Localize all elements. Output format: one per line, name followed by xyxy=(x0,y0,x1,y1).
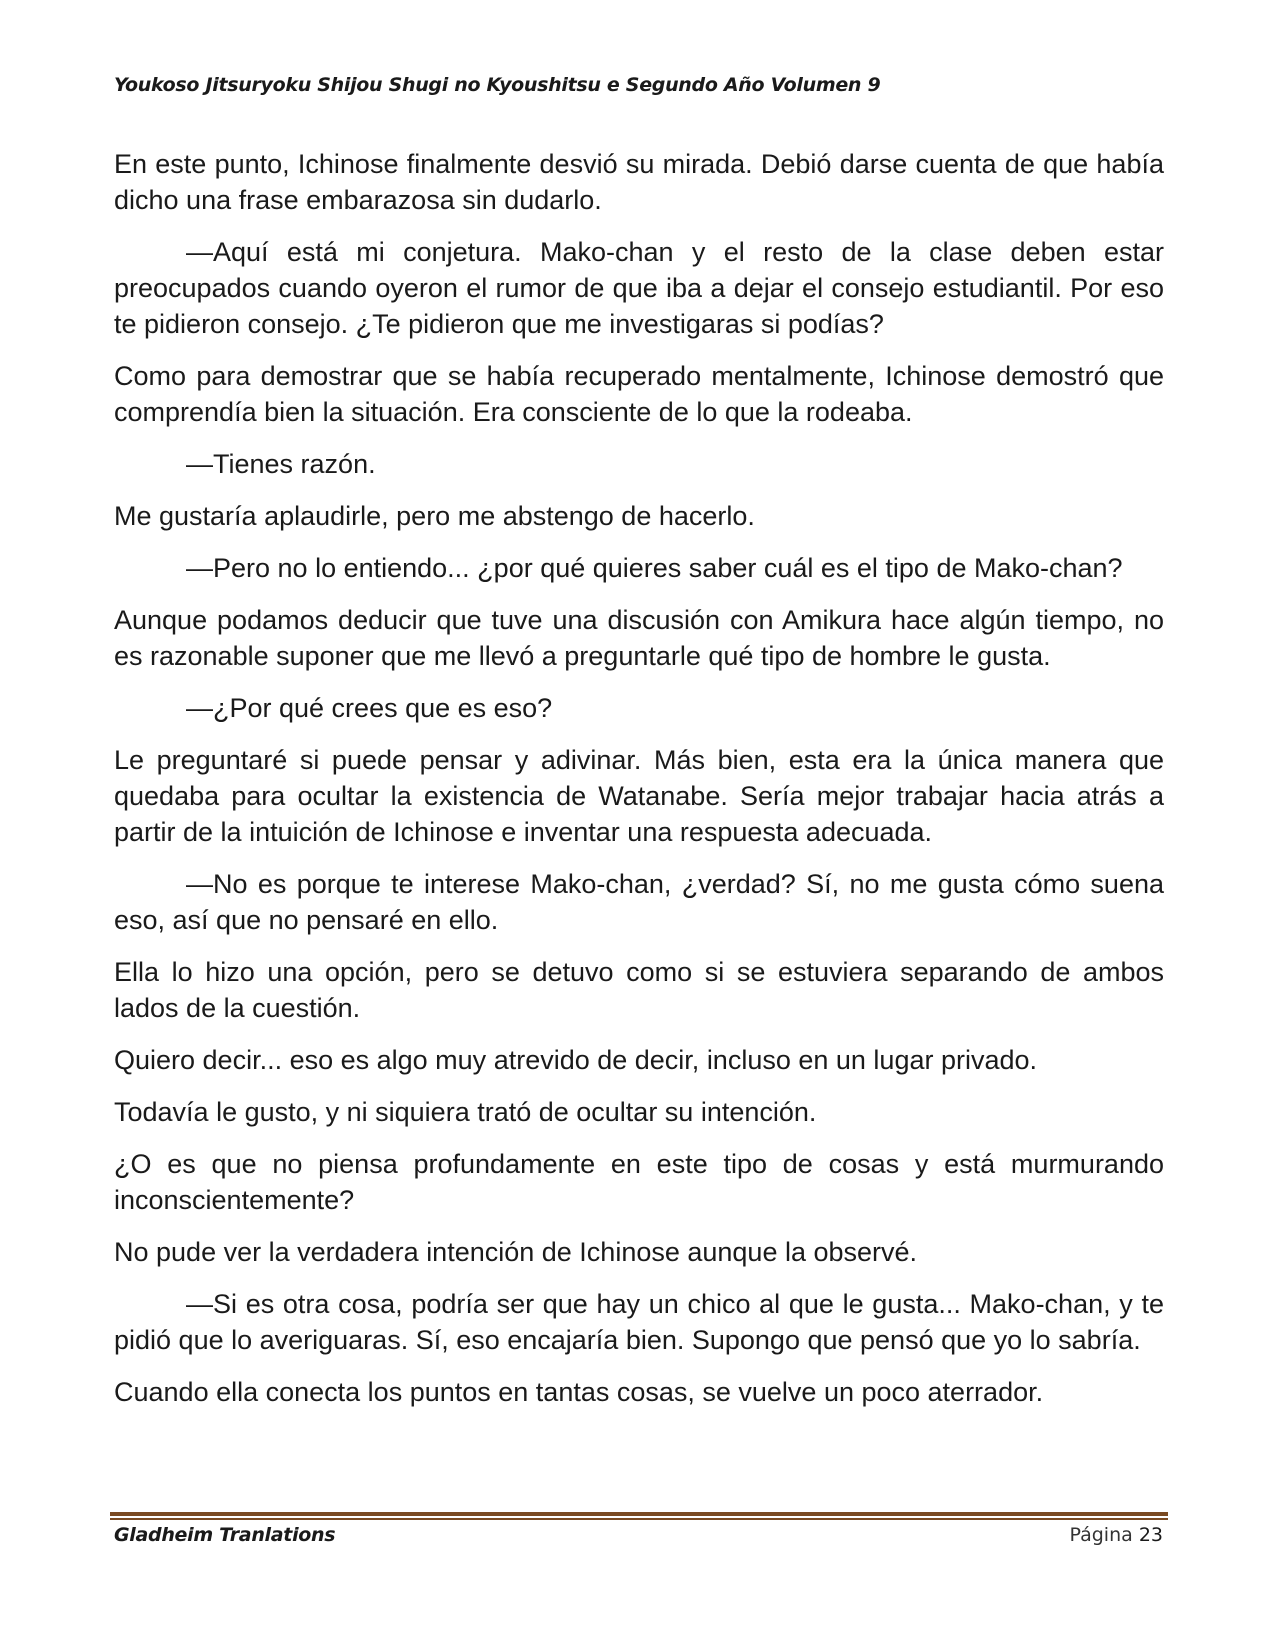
paragraph: No pude ver la verdadera intención de Ichinose aunque la observé. xyxy=(114,1237,918,1267)
paragraph: Todavía le gusto, y ni siquiera trató de ocultar su intención. xyxy=(114,1097,817,1127)
footer-divider-thick xyxy=(110,1512,1168,1516)
page-label: Página xyxy=(1069,1524,1133,1546)
dialogue-paragraph: —Tienes razón. xyxy=(186,449,376,479)
paragraph: Como para demostrar que se había recuperado mentalmente, Ichinose demostró que comprendía bien la situación. Era consciente de lo que la rodeaba. xyxy=(114,361,1164,427)
paragraph: Me gustaría aplaudirle, pero me abstengo de hacerlo. xyxy=(114,501,755,531)
dialogue-paragraph: —¿Por qué crees que es eso? xyxy=(186,693,553,723)
dialogue-paragraph: —Pero no lo entiendo... ¿por qué quieres saber cuál es el tipo de Mako-chan? xyxy=(186,553,1123,583)
paragraph: En este punto, Ichinose finalmente desvió su mirada. Debió darse cuenta de que había dicho una frase embarazosa sin dudarlo. xyxy=(114,149,1164,215)
dialogue-paragraph: —Si es otra cosa, podría ser que hay un chico al que le gusta... Mako-chan, y te pidió que lo averiguaras. Sí, eso encajaría bien. Supongo que pensó que yo lo sabría. xyxy=(114,1289,1164,1355)
body-text xyxy=(114,146,1164,1426)
paragraph: Ella lo hizo una opción, pero se detuvo como si se estuviera separando de ambos lados de la cuestión. xyxy=(114,957,1164,1023)
footer-divider-thin xyxy=(110,1518,1168,1520)
page-number-block xyxy=(1069,1524,1163,1546)
paragraph: Aunque podamos deducir que tuve una discusión con Amikura hace algún tiempo, no es razonable suponer que me llevó a preguntarle qué tipo de hombre le gusta. xyxy=(114,605,1164,671)
page-number: 23 xyxy=(1138,1524,1163,1546)
paragraph: Le preguntaré si puede pensar y adivinar. Más bien, esta era la única manera que quedaba para ocultar la existencia de Watanabe. Sería mejor trabajar hacia atrás a partir de la intuición de Ichinose e inventar una respuesta adecuada. xyxy=(114,745,1164,847)
paragraph: Cuando ella conecta los puntos en tantas cosas, se vuelve un poco aterrador. xyxy=(114,1377,1044,1407)
dialogue-paragraph: —No es porque te interese Mako-chan, ¿verdad? Sí, no me gusta cómo suena eso, así que no pensaré en ello. xyxy=(114,869,1164,935)
paragraph: ¿O es que no piensa profundamente en este tipo de cosas y está murmurando inconscientemente? xyxy=(114,1149,1164,1215)
dialogue-paragraph: —Aquí está mi conjetura. Mako-chan y el resto de la clase deben estar preocupados cuando oyeron el rumor de que iba a dejar el consejo estudiantil. Por eso te pidieron consejo. ¿Te pidieron que me investigaras si podías? xyxy=(114,237,1164,339)
running-header: Youkoso Jitsuryoku Shijou Shugi no Kyoushitsu e Segundo Año Volumen 9 xyxy=(114,74,881,96)
translator-credit: Gladheim Tranlations xyxy=(114,1524,336,1546)
paragraph: Quiero decir... eso es algo muy atrevido de decir, incluso en un lugar privado. xyxy=(114,1045,1038,1075)
